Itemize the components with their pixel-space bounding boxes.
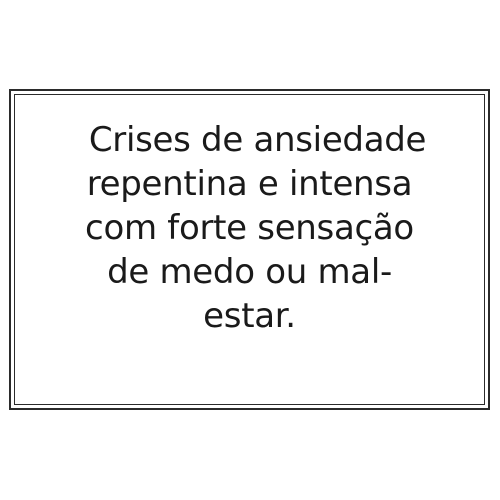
card-text [11, 118, 488, 338]
card-text-line-2: repentina e intensa [86, 164, 413, 204]
card-text-line-4: de medo ou mal- [107, 252, 392, 292]
card-text-line-5: estar. [203, 296, 296, 336]
card-text-line-1: Crises de ansiedade [88, 120, 427, 160]
text-card [9, 89, 490, 410]
card-text-line-3: com forte sensação [85, 208, 414, 248]
